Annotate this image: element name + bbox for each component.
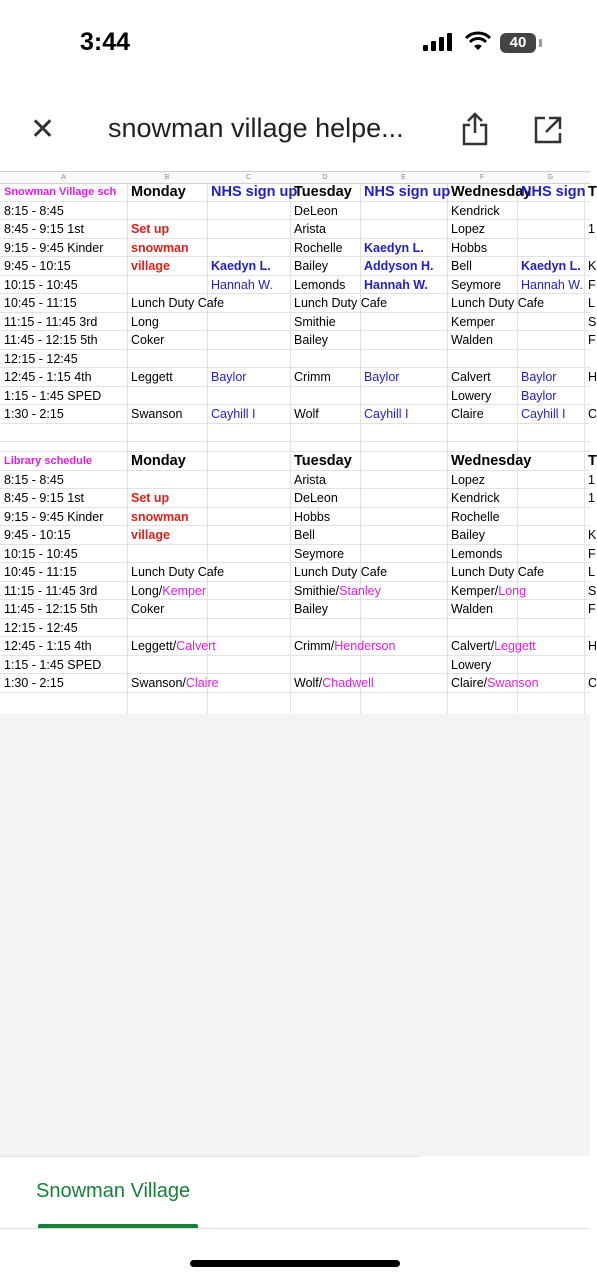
table-cell[interactable] [584,387,590,405]
alternate-name: Leggett [494,639,536,653]
table-cell[interactable] [0,637,127,655]
cell-text: F [588,546,596,561]
table-cell[interactable]: Bell [451,259,472,273]
table-row [0,368,597,387]
sheet-tabs-bar [0,1156,590,1280]
section-title[interactable]: Snowman Village sch [4,186,117,198]
table-cell[interactable]: C [588,407,597,421]
cell-text: Lopez [451,472,486,487]
cell-text: S [588,583,597,598]
cell-text: 1 [588,491,595,505]
table-cell[interactable]: Lowery [451,388,492,403]
table-cell[interactable] [0,656,127,674]
table-cell[interactable] [360,202,447,220]
table-cell[interactable] [207,331,290,349]
cell-text: Bailey [451,528,486,542]
sheet-tab-snowman-village[interactable]: Snowman Village [36,1180,191,1202]
table-cell[interactable]: H [588,370,597,384]
table-cell[interactable] [0,508,127,526]
table-cell[interactable] [207,387,290,405]
cell-text: H [588,639,597,653]
table-cell[interactable]: Set up [131,222,170,236]
alternate-name: Stanley [339,583,381,598]
table-cell[interactable] [290,619,360,637]
table-cell[interactable] [517,350,584,368]
table-cell[interactable]: Kaedyn L. [211,259,271,273]
table-row [0,526,597,545]
app-bar [0,95,590,165]
table-cell[interactable] [290,350,360,368]
cell-text: Walden [451,602,493,616]
table-cell[interactable]: Tuesday [294,453,352,469]
table-cell[interactable] [290,563,388,581]
cell-text: 1:30 - 2:15 [4,676,64,690]
table-cell[interactable] [0,563,127,581]
table-cell[interactable] [360,331,447,349]
table-cell[interactable] [127,600,207,618]
table-cell[interactable] [290,526,360,544]
share-icon[interactable] [461,112,489,146]
cell-text: 10:45 - 11:15 [4,565,77,579]
cell-text: 9:45 - 10:15 [4,528,71,542]
table-cell[interactable] [127,582,207,600]
cell-text: 9:15 - 9:45 Kinder [4,509,104,524]
table-cell[interactable]: Lunch Duty Cafe [131,296,225,310]
table-cell[interactable]: 12:15 - 12:45 [4,351,78,366]
column-header[interactable]: B [164,174,170,181]
cell-text: Rochelle [451,509,500,524]
document-title: snowman village helpe... [108,113,404,143]
table-row [0,545,596,564]
cell-text: 1 [588,472,595,487]
table-cell[interactable] [127,508,207,526]
cell-text: Calvert/ [451,639,495,653]
table-cell[interactable] [207,239,290,257]
table-cell[interactable]: Wednesday [451,453,532,469]
cell-text: Bailey [294,602,329,616]
cell-text: Coker [131,602,165,616]
cell-text: Kendrick [451,491,500,505]
cell-text: 1:15 - 1:45 SPED [4,657,102,672]
table-row [0,220,595,239]
table-cell[interactable] [517,239,584,257]
table-cell[interactable] [517,294,584,312]
cell-text: K [588,528,597,542]
table-cell[interactable]: Cayhill I [211,407,256,421]
table-cell[interactable]: Kemper [451,314,495,329]
cell-text: Arista [294,472,326,487]
table-cell[interactable] [290,508,360,526]
table-cell[interactable]: 1:15 - 1:45 SPED [4,388,102,403]
cell-text: Lemonds [451,546,503,561]
table-cell[interactable]: Cayhill I [521,407,566,421]
cell-text: Lunch Duty Cafe [451,565,545,579]
table-cell[interactable] [0,471,127,489]
table-cell[interactable]: Baylor [364,370,400,384]
table-cell[interactable] [127,656,207,674]
table-cell[interactable] [207,350,290,368]
column-header[interactable]: A [61,174,66,181]
cell-text: Swanson/ [131,676,186,690]
table-cell[interactable] [290,489,360,507]
table-cell[interactable] [447,582,527,600]
table-cell[interactable] [447,350,517,368]
alternate-name: Kemper [162,583,207,598]
table-cell[interactable]: Rochelle [294,240,343,255]
cell-text: 12:15 - 12:45 [4,620,78,635]
battery-cap [539,39,542,47]
table-cell[interactable] [447,656,517,674]
table-cell[interactable] [517,220,584,238]
table-row [0,489,595,508]
table-cell[interactable] [290,600,360,618]
table-cell[interactable] [360,313,447,331]
table-cell[interactable]: Lunch Duty Cafe [451,296,545,310]
table-cell[interactable] [290,637,396,655]
table-cell[interactable] [127,563,225,581]
table-cell[interactable]: snowman [131,240,189,255]
cell-text: Wolf/ [294,676,323,690]
table-cell[interactable]: Calvert [451,370,491,384]
open-external-icon[interactable] [533,115,563,145]
table-cell[interactable]: 8:45 - 9:15 1st [4,222,84,236]
table-row [0,424,590,443]
table-cell[interactable]: Seymore [451,277,502,292]
table-cell[interactable] [584,637,597,655]
section-title[interactable]: Library schedule [4,455,93,467]
table-row [0,276,596,295]
table-cell[interactable] [447,526,517,544]
table-cell[interactable] [360,350,447,368]
table-cell[interactable]: 10:45 - 11:15 [4,296,77,310]
empty-canvas [0,714,590,1156]
table-cell[interactable] [290,656,360,674]
table-cell[interactable]: NHS sign [521,184,586,200]
table-cell[interactable] [290,471,360,489]
cell-text: Bell [294,528,315,542]
table-cell[interactable] [0,489,127,507]
table-cell[interactable]: Baylor [211,370,247,384]
table-row [0,294,595,313]
table-row [0,563,595,582]
close-icon[interactable]: ✕ [30,113,56,146]
table-cell[interactable] [290,545,360,563]
table-cell[interactable] [127,387,207,405]
divider [0,1156,420,1157]
table-cell[interactable]: Monday [131,184,186,200]
table-cell[interactable] [584,619,590,637]
home-indicator[interactable] [190,1260,400,1267]
table-cell[interactable] [584,674,597,692]
spreadsheet[interactable] [0,171,597,714]
alternate-name: Chadwell [322,676,374,690]
table-cell[interactable] [517,331,584,349]
divider [0,1228,590,1229]
status-bar [0,0,590,90]
cell-text: Seymore [294,546,345,561]
table-cell[interactable]: 8:15 - 8:45 [4,203,64,218]
table-row [0,442,590,452]
table-cell[interactable]: NHS sign up [211,184,298,200]
cell-text: L [588,565,595,579]
table-row [0,600,596,619]
table-cell[interactable] [584,202,590,220]
cell-text: Leggett/ [131,639,177,653]
table-cell[interactable]: 9:15 - 9:45 Kinder [4,240,104,255]
table-cell[interactable]: Bailey [294,259,329,273]
table-cell[interactable]: L [588,296,595,310]
table-row [0,656,590,675]
table-cell[interactable]: NHS sign up [364,184,451,200]
table-cell[interactable]: F [588,333,596,347]
table-row [0,313,597,332]
table-cell[interactable] [584,489,595,507]
table-cell[interactable] [207,294,290,312]
table-cell[interactable] [584,582,597,600]
wifi-icon [465,31,491,51]
table-cell[interactable]: Kendrick [451,203,500,218]
table-cell[interactable] [447,637,536,655]
table-row [0,350,590,369]
table-row [0,471,595,490]
table-cell[interactable]: F [588,277,596,292]
table-cell[interactable]: Kaedyn L. [521,259,581,273]
table-cell[interactable]: DeLeon [294,203,338,218]
table-cell[interactable]: T [588,184,597,200]
table-cell[interactable]: Walden [451,333,493,347]
table-cell[interactable] [127,276,207,294]
cell-text: Hobbs [294,509,331,524]
table-row [0,239,590,258]
table-cell[interactable] [360,294,447,312]
table-cell[interactable] [0,674,127,692]
cell-text: Smithie/ [294,583,340,598]
cell-text: Claire/ [451,676,488,690]
table-cell[interactable] [0,526,127,544]
alternate-name: Claire [185,676,219,690]
table-cell[interactable]: 11:45 - 12:15 5th [4,333,98,347]
cell-text: 10:15 - 10:45 [4,546,78,561]
table-cell[interactable] [0,600,127,618]
cell-text: C [588,676,597,690]
table-cell[interactable]: Smithie [294,314,336,329]
table-cell[interactable] [207,220,290,238]
alternate-name: Swanson [487,676,539,690]
cell-text: DeLeon [294,491,338,505]
cell-text: 12:45 - 1:15 4th [4,639,92,653]
table-cell[interactable] [584,471,595,489]
cell-text: 11:15 - 11:45 3rd [4,583,98,598]
table-row [0,183,597,202]
table-cell[interactable] [290,582,381,600]
cell-text: village [131,528,170,542]
table-cell[interactable] [584,526,597,544]
battery-icon: 40 [500,33,536,53]
column-header[interactable]: F [479,174,485,181]
cell-text: Kemper/ [451,583,499,598]
table-cell[interactable]: Tuesday [294,184,352,200]
table-row [0,202,590,221]
table-cell[interactable]: 12:45 - 1:15 4th [4,370,92,384]
table-cell[interactable] [360,387,447,405]
table-row [0,508,590,527]
table-cell[interactable]: Baylor [521,370,557,384]
table-cell[interactable] [0,545,127,563]
table-cell[interactable]: Hobbs [451,240,488,255]
table-cell[interactable] [517,202,584,220]
table-cell[interactable] [447,489,517,507]
table-cell[interactable] [584,600,596,618]
table-cell[interactable]: Cayhill I [364,407,409,421]
table-cell[interactable] [127,471,207,489]
table-cell[interactable] [127,637,216,655]
table-row [0,619,590,638]
table-cell[interactable]: 11:15 - 11:45 3rd [4,314,98,329]
table-cell[interactable] [447,545,517,563]
table-cell[interactable] [447,563,545,581]
table-row [0,331,596,350]
alternate-name: Henderson [334,639,396,653]
table-cell[interactable]: 10:15 - 10:45 [4,277,78,292]
table-cell[interactable] [584,563,595,581]
cell-text: snowman [131,509,189,524]
table-row [0,387,590,406]
table-cell[interactable]: village [131,259,170,273]
cell-text: 8:15 - 8:45 [4,472,64,487]
column-header[interactable]: C [245,174,252,181]
cell-text: Crimm/ [294,639,335,653]
table-cell[interactable] [127,489,207,507]
table-row [0,674,597,693]
table-row [0,452,597,471]
table-cell[interactable]: Lunch Duty Cafe [294,296,388,310]
table-cell[interactable] [447,674,539,692]
table-cell[interactable] [584,545,596,563]
table-cell[interactable] [127,202,207,220]
table-cell[interactable]: T [588,453,597,469]
table-cell[interactable] [584,656,590,674]
table-cell[interactable] [127,350,207,368]
table-cell[interactable]: Kaedyn L. [364,240,424,255]
table-cell[interactable] [290,674,374,692]
table-cell[interactable]: Crimm [294,370,331,384]
table-cell[interactable] [517,313,584,331]
table-cell[interactable]: 1:30 - 2:15 [4,407,64,421]
table-cell[interactable]: K [588,259,597,273]
table-cell[interactable]: Hannah W. [211,277,273,292]
cell-text: Lunch Duty Cafe [131,565,225,579]
table-cell[interactable]: Wolf [294,407,319,421]
table-cell[interactable]: Arista [294,222,326,236]
table-cell[interactable] [0,619,127,637]
alternate-name: Calvert [176,639,216,653]
table-cell[interactable]: Claire [451,407,484,421]
table-cell[interactable] [584,239,590,257]
table-cell[interactable] [207,202,290,220]
table-cell[interactable] [127,619,207,637]
table-cell[interactable] [127,674,219,692]
table-cell[interactable]: Coker [131,333,165,347]
column-header[interactable]: G [547,174,554,181]
table-row [0,257,597,276]
status-time: 3:44 [80,28,131,56]
table-cell[interactable] [290,387,360,405]
table-cell[interactable]: Long [131,314,159,329]
cell-text: Long/ [131,583,163,598]
column-header[interactable]: E [401,174,406,181]
table-cell[interactable] [127,526,207,544]
table-cell[interactable] [447,471,517,489]
table-cell[interactable]: S [588,314,597,329]
cell-text: Set up [131,491,170,505]
table-cell[interactable]: 1 [588,222,595,236]
column-header[interactable]: D [322,174,328,181]
table-cell[interactable]: Hannah W. [364,277,428,292]
cell-text: 8:45 - 9:15 1st [4,491,84,505]
table-cell[interactable] [207,313,290,331]
table-cell[interactable] [447,619,517,637]
table-cell[interactable]: Swanson [131,407,183,421]
table-cell[interactable] [447,600,517,618]
table-cell[interactable] [447,508,517,526]
table-cell[interactable]: Bailey [294,333,329,347]
table-cell[interactable]: Baylor [521,388,557,403]
table-cell[interactable] [127,545,207,563]
cell-text: Lowery [451,657,492,672]
table-cell[interactable]: Lemonds [294,277,346,292]
table-cell[interactable]: Monday [131,453,186,469]
table-cell[interactable] [584,350,590,368]
table-cell[interactable]: Hannah W. [521,277,583,292]
cell-text: F [588,602,596,616]
cell-text: 11:45 - 12:15 5th [4,602,98,616]
alternate-name: Long [498,583,527,598]
cell-text: Lunch Duty Cafe [294,565,388,579]
table-cell[interactable] [0,582,127,600]
table-cell[interactable] [584,508,590,526]
table-cell[interactable]: Addyson H. [364,259,434,273]
table-row [0,405,597,424]
table-cell[interactable]: Wednesday [451,184,532,200]
table-cell[interactable]: Leggett [131,370,173,384]
table-cell[interactable]: 9:45 - 10:15 [4,259,71,273]
table-row [0,582,597,601]
table-cell[interactable]: Lopez [451,222,486,236]
signal-icon [423,33,453,51]
table-row [0,637,597,656]
table-cell[interactable] [360,220,447,238]
